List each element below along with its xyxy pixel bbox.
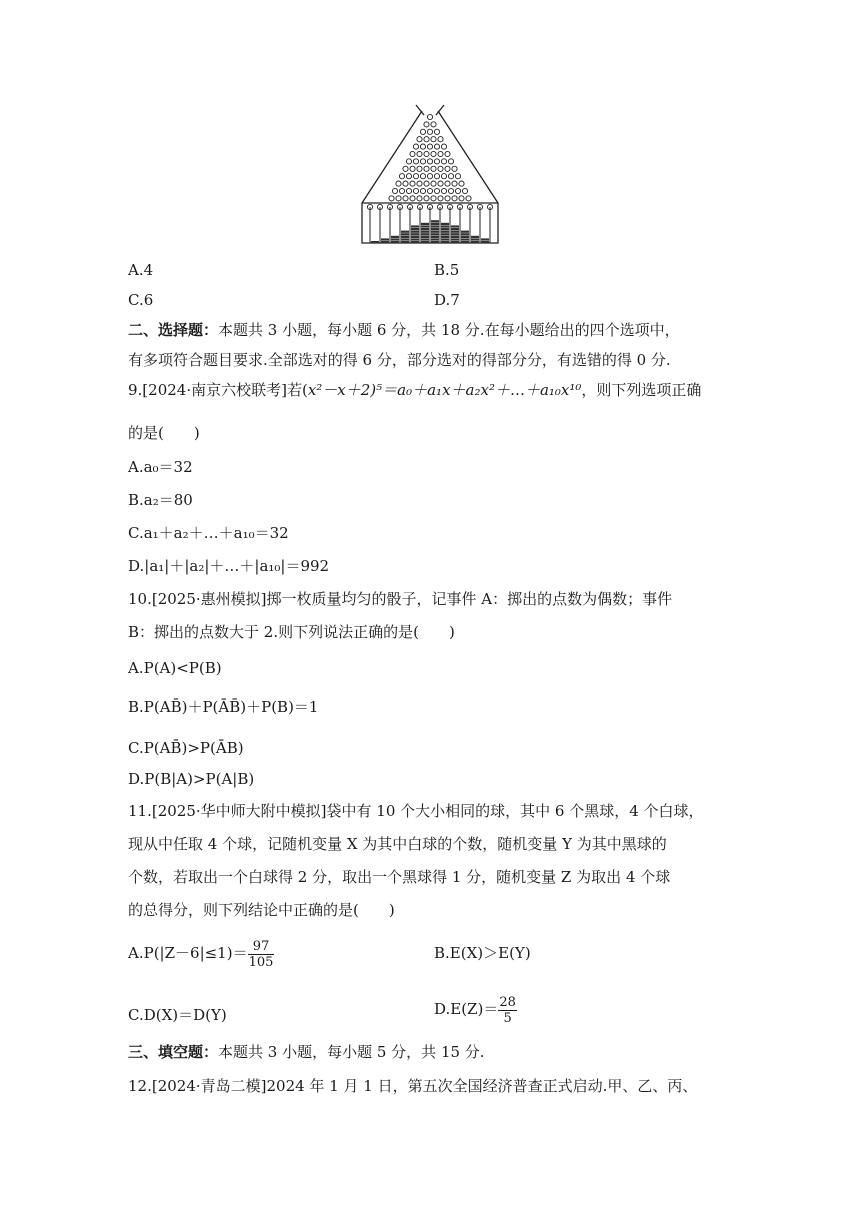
q9-prefix: 9.[2024·南京六校联考]若( (128, 381, 308, 399)
q9-stem-line2: 的是( ) (128, 424, 200, 442)
fraction-numerator: 28 (499, 994, 516, 1010)
q9-tail: ，则下列选项正确 (581, 381, 702, 399)
q10-option-d[interactable]: D.P(B|A)>P(A|B) (128, 770, 255, 788)
q8-option-a[interactable]: A.4 (128, 261, 154, 279)
q8-option-b[interactable]: B.5 (434, 261, 460, 279)
galton-board-figure-icon (360, 103, 500, 245)
section3-title: 三、填空题： (128, 1043, 219, 1061)
q11-option-a-prefix: A.P(|Z－6|≤1)＝ (128, 944, 248, 962)
fraction-numerator: 97 (248, 939, 275, 955)
fraction-denominator: 105 (248, 954, 274, 970)
q11-option-c[interactable]: C.D(X)＝D(Y) (128, 1006, 227, 1024)
q12-stem-line1: 12.[2024·青岛二模]2024 年 1 月 1 日，第五次全国经济普查正式启动.甲、乙、丙、 (128, 1077, 698, 1095)
q9-option-d[interactable]: D.|a₁|＋|a₂|＋…＋|a₁₀|＝992 (128, 557, 330, 575)
q10-option-c[interactable]: C.P(AB̄)>P(ĀB) (128, 739, 244, 757)
q9-option-b[interactable]: B.a₂＝80 (128, 491, 193, 509)
q11-option-a-fraction (248, 939, 275, 970)
section2-desc1: 本题共 3 小题，每小题 6 分，共 18 分.在每小题给出的四个选项中， (218, 321, 680, 339)
q11-stem-line2: 现从中任取 4 个球，记随机变量 X 为其中白球的个数，随机变量 Y 为其中黑球的 (128, 835, 667, 853)
q8-option-d[interactable]: D.7 (434, 291, 460, 309)
q11-option-d[interactable] (434, 990, 517, 1028)
section2-title: 二、选择题： (128, 321, 219, 339)
q10-option-a[interactable]: A.P(A)<P(B) (128, 659, 222, 677)
q8-option-c[interactable]: C.6 (128, 291, 154, 309)
q11-stem-line3: 个数，若取出一个白球得 2 分，取出一个黑球得 1 分，随机变量 Z 为取出 4 个球 (128, 868, 671, 886)
q10-option-b[interactable]: B.P(AB̄)＋P(ĀB̄)＋P(B)＝1 (128, 698, 319, 716)
q9-option-a[interactable]: A.a₀＝32 (128, 458, 193, 476)
q10-stem-line1: 10.[2025·惠州模拟]掷一枚质量均匀的骰子，记事件 A：掷出的点数为偶数；事件 (128, 590, 673, 608)
q11-option-b[interactable]: B.E(X)＞E(Y) (434, 944, 531, 962)
section2-desc2: 有多项符合题目要求.全部选对的得 6 分，部分选对的得部分分，有选错的得 0 分. (128, 351, 671, 369)
q11-option-d-prefix: D.E(Z)＝ (434, 1000, 499, 1018)
q11-option-a[interactable] (128, 934, 274, 972)
section3-desc: 本题共 3 小题，每小题 5 分，共 15 分. (218, 1043, 485, 1061)
q10-stem-line2: B：掷出的点数大于 2.则下列说法正确的是( ) (128, 623, 455, 641)
q9-stem (128, 380, 701, 400)
section2-header (128, 320, 680, 340)
section3-header (128, 1042, 485, 1062)
q9-expression: x²－x＋2)⁵＝a₀＋a₁x＋a₂x²＋…＋a₁₀x¹⁰ (307, 381, 582, 399)
q11-stem-line4: 的总得分，则下列结论中正确的是( ) (128, 901, 395, 919)
q11-option-d-fraction (498, 995, 517, 1026)
q11-stem-line1: 11.[2025·华中师大附中模拟]袋中有 10 个大小相同的球，其中 6 个黑球，4 个白球， (128, 802, 704, 820)
fraction-denominator: 5 (503, 1010, 512, 1026)
q9-option-c[interactable]: C.a₁＋a₂＋…＋a₁₀＝32 (128, 524, 289, 542)
